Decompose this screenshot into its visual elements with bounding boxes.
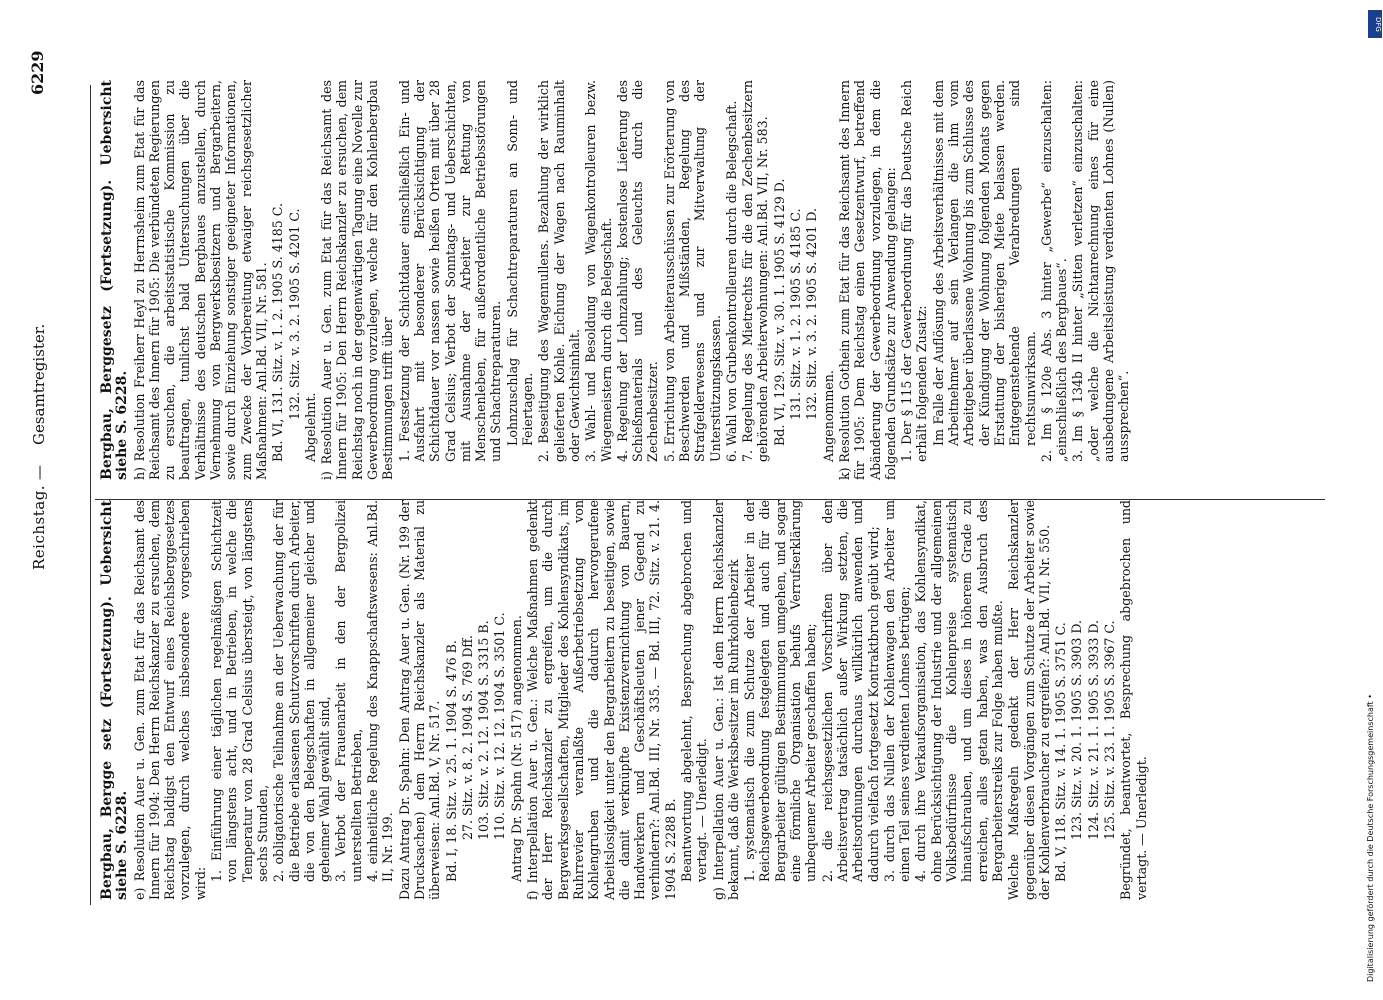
dfg-logo: DFG (1368, 10, 1382, 38)
entry-g-item-1: 1. systematisch die zum Schutze der Arbeiter in der Reichsgewerbeordnung festgelegten und auch für die Bergarbeiter gültigen Bestimmungen umgehen, und sogar eine förmliche Organisation behufs Verrufserklärung unbequemer Arbeiter geschaffen haben; (742, 500, 819, 882)
entry-i-item-5: 5. Errichtung von Arbeiterausschüssen zur Erörterung von Beschwerden und Mißständen, Regelung des Strafgelderwesens und zur Mitverwaltung der Unterstützungskassen. (661, 80, 723, 462)
entry-e-amendment: Dazu Antrag Dr. Spahn: Den Antrag Auer u. Gen. (Nr. 199 der Drucksachen) dem Herrn Reichskanzler als Material zu überweisen: Anl.Bd. V, Nr. 517. (396, 500, 443, 900)
entry-g-question: Welche Maßregeln gedenkt der Herr Reichskanzler gegenüber diesen Vorgängen zum Schutze der Arbeiter sowie der Kohlenverbraucher zu ergreifen?: Anl.Bd. VII, Nr. 550. (1006, 500, 1052, 900)
entry-g-result: Begründet, beantwortet, Besprechung abgebrochen und vertagt. — Unerledigt. (1118, 500, 1149, 900)
right-column (100, 80, 1133, 480)
sitting-reference: 132. Sitz. v. 3. 2. 1905 S. 4201 C. (286, 208, 302, 420)
sitting-reference: 132. Sitz. v. 3. 2. 1905 S. 4201 D. (804, 207, 820, 420)
entry-k-item-2: 2. Im § 120e Abs. 3 hinter „Gewerbe“ einzuschalten: „einschließlich des Bergbaues“. (1038, 80, 1070, 462)
entry-k-item-3: 3. Im § 134b II hinter „Sitten verletzen“ einzuschalten: „oder welche die Nichtanrechnung eines für eine ausbedungene Arbeitsleistung verdienten Lohnes (Nullen) aussprechen“. (1070, 80, 1132, 462)
entry-i-result: Angenommen. (820, 370, 836, 462)
header-dash: — (30, 465, 48, 480)
entry-g-item-3: 3. durch das Nullen der Kohlenwagen den Arbeiter um einen Teil seines verdienten Lohnes betrügen; (881, 500, 913, 882)
sitting-reference: 123. Sitz. v. 20. 1. 1905 S. 3903 D. (1069, 619, 1085, 840)
entry-i-item-7: 7. Regelung des Mietrechts für die den Zechenbesitzern gehörenden Arbeiterwohnungen: Anl.Bd. VII, Nr. 583. (740, 80, 771, 462)
entry-i-item-6: 6. Wahl von Grubenkontrolleuren durch die Belegschaft. (723, 100, 739, 462)
entry-e-item-2: 2. obligatorische Teilnahme an der Ueberwachung der für die Betriebe erlassenen Schutzvorschriften durch Arbeiter, die von den Belegschaften in allgemeiner gleicher und geheimer Wahl gewählt sind, (271, 500, 333, 882)
entry-i-item-1: 1. Festsetzung der Schichtdauer einschließlich Ein- und Ausfahrt mit besonderer Berücksichtigung der Schichtdauer vor nassen sowie heißen Orten mit über 28 Grad Celsius; Verbot der Sonntags- und Ueberschichten, mit Ausnahme der Arbeiter zur Rettung von Menschenleben, für außerordentliche Betriebsstörungen und Schachtreparaturen. (396, 80, 504, 462)
entry-k-item-1-text: Im Falle der Auflösung des Arbeitsverhältnisses mit dem Arbeitnehmer auf sein Verlangen die ihm vom Arbeitgeber überlassene Wohnung bis zum Schlusse des der Kündigung der Wohnung folgenden Monats gegen Erstattung der bisherigen Miete belassen werden. Entgegenstehende Verabredungen sind rechtsunwirksam. (930, 80, 1038, 446)
entry-e-item-3: 3. Verbot der Frauenarbeit in den der Bergpolizei unterstellten Betrieben, (333, 500, 364, 882)
entry-k-item-1: 1. Der § 115 der Gewerbeordnung für das Deutsche Reich erhält folgenden Zusatz: (899, 80, 930, 462)
entry-g: g) Interpellation Auer u. Gen.: Ist dem Herrn Reichskanzler bekannt, daß die Werksbesitzer im Ruhrkohlenbezirk (710, 500, 741, 900)
entry-g-item-2: 2. die reichsgesetzlichen Vorschriften über den Arbeitsvertrag tatsächlich außer Wirkung setzten, die Arbeitsordnungen durchaus willkürlich anwenden und dadurch vielfach fortgesetzt Kontraktbruch geübt wird; (819, 500, 881, 882)
sitting-reference: 110. Sitz. v. 12. 12. 1904 S. 3501 C. (492, 612, 508, 840)
sitting-reference: Bd. I, 18. Sitz. v. 25. 1. 1904 S. 476 B. (443, 640, 459, 882)
entry-e: e) Resolution Auer u. Gen. zum Etat für das Reichsamt des Innern für 1904: Den Herrn Reichskanzler zu ersuchen, dem Reichstag baldigst den Entwurf eines Reichsberggesetzes vorzulegen, durch welches insbesondere vorgeschrieben wird: (131, 500, 208, 900)
header-left: Reichstag. (30, 484, 48, 570)
entry-g-item-4: 4. durch ihre Verkaufsorganisation, das Kohlensyndikat, ohne Berücksichtigung der Industrie und der allgemeinen Volksbedürfnisse die Kohlenpreise systematisch hinaufschrauben, und um dieses in höherem Grade zu erreichen, alles getan haben, was den Ausbruch des Bergarbeiterstreiks zur Folge haben mußte. (913, 500, 1005, 882)
digitization-note: Digitalisierung gefördert durch die Deutsche Forschungsgemeinschaft • (1366, 694, 1375, 982)
sitting-reference: Bd. VI, 131. Sitz. v. 1. 2. 1905 S. 4185 C. (270, 203, 286, 462)
sitting-reference: Bd. V, 118. Sitz. v. 14. 1. 1905 S. 3751 C. (1053, 622, 1069, 882)
sitting-reference: Bd. VI, 129. Sitz. v. 30. 1. 1905 S. 4129 D. (771, 178, 787, 446)
sitting-reference: 103. Sitz. v. 2. 12. 1904 S. 3315 B. (476, 620, 492, 840)
entry-i-item-2: 2. Beseitigung des Wagennullens. Bezahlung der wirklich gelieferten Kohle. Eichung der Wagen nach Rauminhalt oder Gewichtsinhalt. (536, 80, 582, 462)
right-column-heading: Bergbau, Berggesetz (Fortsetzung). Uebersicht siehe S. 6228. (99, 80, 131, 480)
entry-i-item-4: 4. Regelung der Lohnzahlung; kostenlose Lieferung des Schießmaterials und des Geleuchts durch die Zechenbesitzer. (614, 80, 661, 462)
entry-f: f) Interpellation Auer u. Gen.: Welche Maßnahmen gedenkt der Herr Reichskanzler zu ergreifen, um die durch Bergwerksgesellschaften, Mitglieder des Kohlensyndikats, im Ruhrrevier veranlaßte Außerbetriebsetzung von Kohlengruben und die dadurch hervorgerufene Arbeitslosigkeit unter den Bergarbeitern zu beseitigen, sowie die damit verknüpfte Existenzvernichtung von Bauern, Handwerkern und Geschäftsleuten jener Gegend zu verhindern?: Anl.Bd. III, Nr. 335. — Bd. III, 72. Sitz. v. 21. 4. 1904 S. 2288 B. (525, 500, 678, 900)
entry-e-result: Antrag Dr. Spahn (Nr. 517) angenommen. (508, 615, 524, 882)
left-column (100, 500, 1150, 900)
header-rule (90, 85, 91, 905)
header-right: Gesamtregister. (30, 323, 48, 445)
left-column-heading: Bergbau, Bergge setz (Fortsetzung). Uebersicht siehe S. 6228. (99, 500, 131, 900)
entry-h: h) Resolution Freiherr Heyl zu Herrnsheim zum Etat für das Reichsamt des Innern für 1905: Die verbündeten Regierungen zu ersuchen, die arbeitsstatistische Kommission zu beauftragen, tunlichst bald Untersuchungen über die Verhältnisse des deutschen Bergbaues anzustellen, durch Vernehmung von Bergwerksbesitzern und Bergarbeitern, sowie durch Einziehung sonstiger geeigneter Informationen, zum Zwecke der Vorbereitung etwaiger reichsgesetzlicher Maßnahmen: Anl.Bd. VII, Nr. 581. (131, 80, 269, 480)
entry-i-item-3: 3. Wahl- und Besoldung von Wagenkontrolleuren bezw. Wiegemeistern durch die Belegschaft. (583, 80, 614, 462)
entry-h-result: Abgelehnt. (302, 392, 318, 462)
sitting-reference: 125. Sitz. v. 23. 1. 1905 S. 3967 C. (1102, 620, 1117, 840)
entry-f-result: Beantwortung abgelehnt, Besprechung abgebrochen und vertagt. — Unerledigt. (678, 500, 710, 882)
entry-i: i) Resolution Auer u. Gen. zum Etat für das Reichsamt des Innern für 1905: Den Herrn Reichskanzler zu ersuchen, dem Reichstag noch in der gegenwärtigen Tagung eine Novelle zur Gewerbeordnung vorzulegen, welche für den Kohlenbergbau Bestimmungen trifft über (319, 80, 396, 480)
entry-e-item-4: 4. einheitliche Regelung des Knappschaftswesens: Anl.Bd. II, Nr. 199. (365, 500, 396, 882)
entry-k: k) Resolution Gothein zum Etat für das Reichsamt des Innern für 1905: Dem Reichstag einen Gesetzentwurf, betreffend Abänderung der Gewerbeordnung vorzulegen, in dem die folgenden Grundsätze zur Anwendung gelangen: (836, 80, 898, 480)
entry-e-item-1: 1. Einführung einer täglichen regelmäßigen Schichtzeit von längstens acht, und in Betrieben, in welche die Temperatur von 28 Grad Celsius übersteigt, von längstens sechs Stunden, (209, 500, 270, 882)
sitting-reference: 27. Sitz. v. 8. 2. 1904 S. 769 Dff. (459, 635, 475, 840)
sitting-reference: 124. Sitz. v. 21. 1. 1905 S. 3933 D. (1085, 619, 1101, 840)
entry-i-item-1-note: Lohnzuschlag für Schachtreparaturen an Sonn- und Feiertagen. (504, 80, 536, 446)
sitting-reference: 131. Sitz. v. 1. 2. 1905 S. 4185 C. (788, 208, 804, 420)
page-number: 6229 (28, 50, 47, 95)
